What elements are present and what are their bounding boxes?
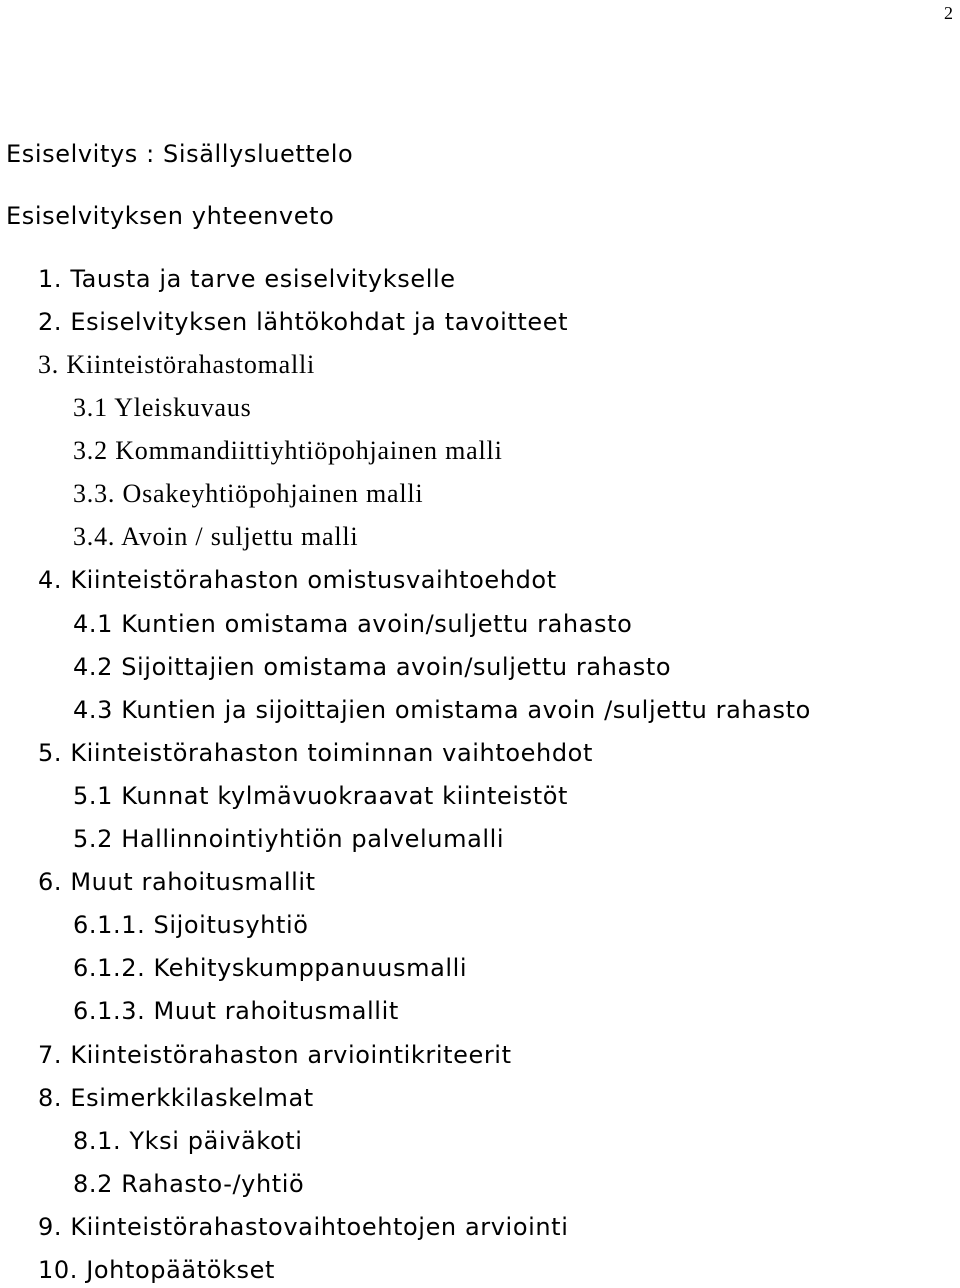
toc-item-4-3: 4.3 Kuntien ja sijoittajien omistama avoin /suljettu rahasto: [73, 696, 811, 724]
page-number: 2: [944, 3, 953, 23]
toc-item-9: 9. Kiinteistörahastovaihtoehtojen arviointi: [38, 1213, 569, 1241]
toc-item-5-2: 5.2 Hallinnointiyhtiön palvelumalli: [73, 825, 505, 853]
toc-item-1: 1. Tausta ja tarve esiselvitykselle: [38, 265, 456, 293]
toc-item-3-1: 3.1 Yleiskuvaus: [73, 393, 252, 422]
toc-item-8: 8. Esimerkkilaskelmat: [38, 1084, 314, 1112]
toc-item-8-2: 8.2 Rahasto-/yhtiö: [73, 1170, 305, 1198]
toc-item-7: 7. Kiinteistörahaston arviointikriteerit: [38, 1041, 512, 1069]
toc-item-3-4: 3.4. Avoin / suljettu malli: [73, 522, 359, 551]
toc-item-6-1-2: 6.1.2. Kehityskumppanuusmalli: [73, 954, 468, 982]
toc-item-6-1-3: 6.1.3. Muut rahoitusmallit: [73, 997, 399, 1025]
toc-item-6-1-1: 6.1.1. Sijoitusyhtiö: [73, 911, 309, 939]
toc-item-3-3: 3.3. Osakeyhtiöpohjainen malli: [73, 479, 424, 508]
toc-item-4-1: 4.1 Kuntien omistama avoin/suljettu rahasto: [73, 610, 633, 638]
toc-item-6: 6. Muut rahoitusmallit: [38, 868, 316, 896]
toc-item-3-2: 3.2 Kommandiittiyhtiöpohjainen malli: [73, 436, 503, 465]
toc-item-8-1: 8.1. Yksi päiväkoti: [73, 1127, 303, 1155]
toc-summary: Esiselvityksen yhteenveto: [6, 202, 335, 230]
toc-item-3: 3. Kiinteistörahastomalli: [38, 350, 316, 379]
toc-item-10: 10. Johtopäätökset: [38, 1256, 275, 1284]
toc-item-5: 5. Kiinteistörahaston toiminnan vaihtoehdot: [38, 739, 593, 767]
toc-item-5-1: 5.1 Kunnat kylmävuokraavat kiinteistöt: [73, 782, 569, 810]
toc-item-4: 4. Kiinteistörahaston omistusvaihtoehdot: [38, 566, 557, 594]
toc-heading: Esiselvitys : Sisällysluettelo: [6, 140, 354, 168]
toc-item-2: 2. Esiselvityksen lähtökohdat ja tavoitteet: [38, 308, 569, 336]
toc-item-4-2: 4.2 Sijoittajien omistama avoin/suljettu rahasto: [73, 653, 672, 681]
